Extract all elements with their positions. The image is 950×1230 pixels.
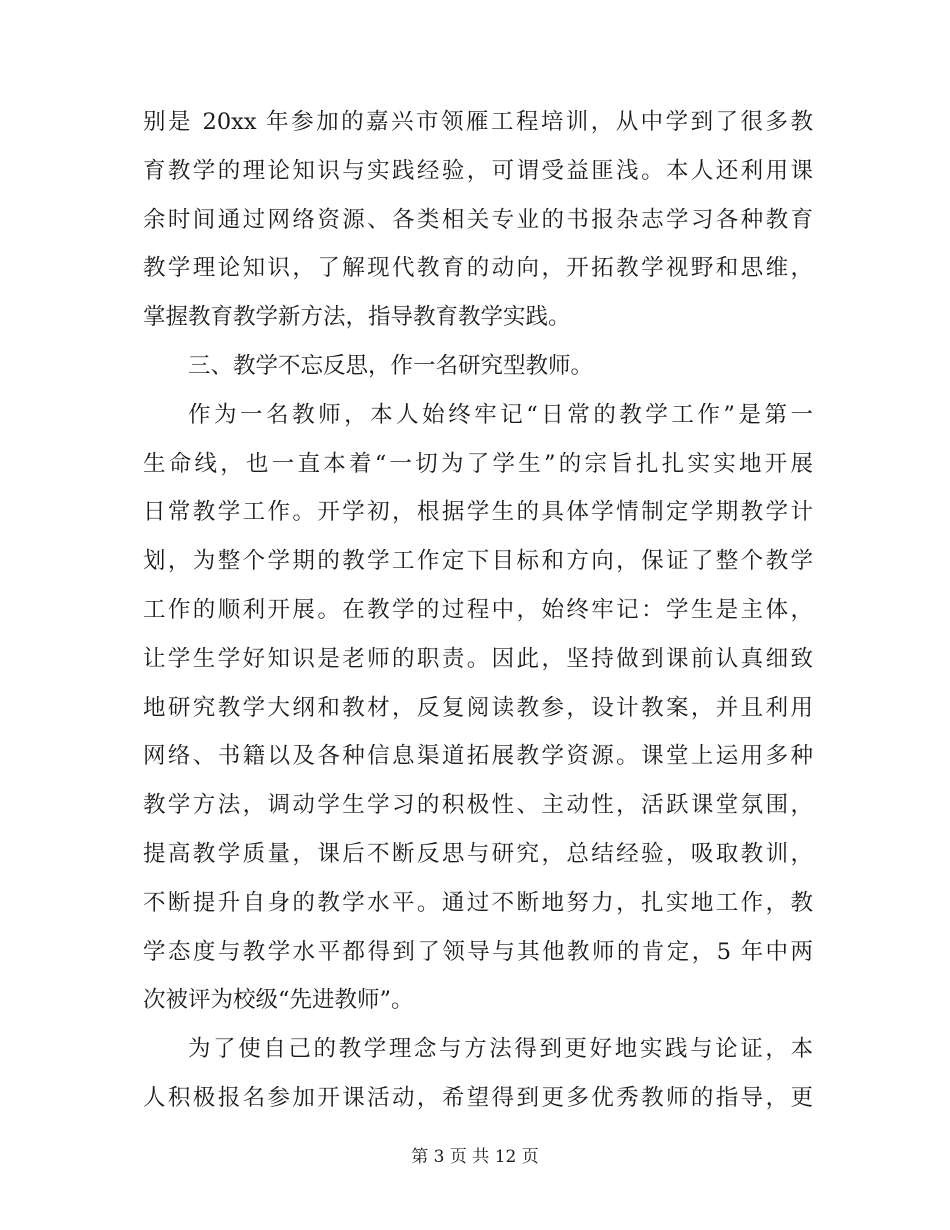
text-line: 教学理论知识，了解现代教育的动向，开拓教学视野和思维， [143, 255, 813, 282]
text-line: 不断提升自身的教学水平。通过不断地努力，扎实地工作，教 [143, 889, 813, 916]
text-line: 学态度与教学水平都得到了领导与其他教师的肯定，5 年中两 [143, 938, 813, 965]
text-line: 次被评为校级“先进教师”。 [143, 987, 414, 1014]
text-line: 地研究教学大纲和教材，反复阅读教参，设计教案，并且利用 [143, 694, 813, 721]
text-line: 日常教学工作。开学初，根据学生的具体学情制定学期教学计 [143, 499, 813, 526]
text-line: 为了使自己的教学理念与方法得到更好地实践与论证，本 [188, 1036, 813, 1063]
text-line: 别是 20xx 年参加的嘉兴市领雁工程培训，从中学到了很多教 [143, 109, 813, 135]
text-line: 作为一名教师，本人始终牢记“日常的教学工作”是第一 [188, 401, 813, 428]
page-footer: 第 3 页 共 12 页 [411, 1147, 539, 1167]
text-line: 三、教学不忘反思，作一名研究型教师。 [188, 352, 594, 379]
text-line: 生命线，也一直本着“一切为了学生”的宗旨扎扎实实地开展 [143, 450, 813, 477]
text-line: 划，为整个学期的教学工作定下目标和方向，保证了整个教学 [143, 548, 813, 575]
text-line: 网络、书籍以及各种信息渠道拓展教学资源。课堂上运用多种 [143, 743, 813, 770]
text-line: 让学生学好知识是老师的职责。因此，坚持做到课前认真细致 [143, 645, 813, 672]
text-line: 工作的顺利开展。在教学的过程中，始终牢记：学生是主体， [143, 596, 813, 623]
text-line: 育教学的理论知识与实践经验，可谓受益匪浅。本人还利用课 [143, 157, 813, 184]
text-line: 提高教学质量，课后不断反思与研究，总结经验，吸取教训， [143, 840, 813, 867]
document-body [143, 98, 813, 1123]
text-line: 人积极报名参加开课活动，希望得到更多优秀教师的指导，更 [143, 1084, 813, 1111]
text-line: 掌握教育教学新方法，指导教育教学实践。 [143, 304, 571, 331]
text-line: 教学方法，调动学生学习的积极性、主动性，活跃课堂氛围， [143, 792, 813, 819]
text-line: 余时间通过网络资源、各类相关专业的书报杂志学习各种教育 [143, 206, 813, 233]
